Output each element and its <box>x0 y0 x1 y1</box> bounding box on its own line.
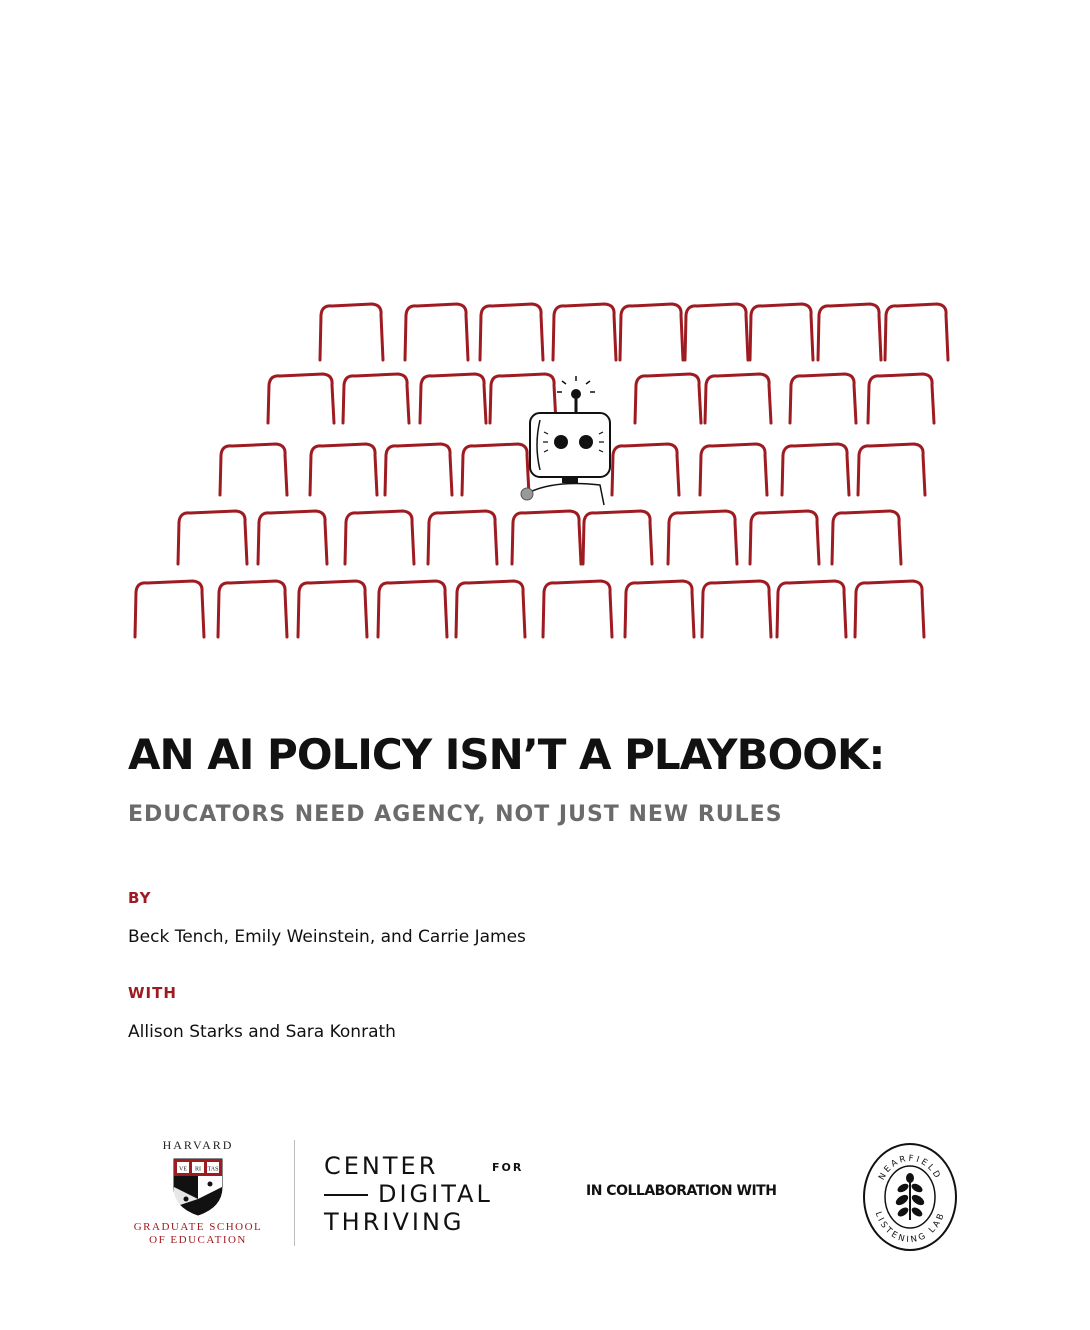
nearfield-top-text: NEARFIELD <box>877 1153 944 1182</box>
chair-18 <box>220 444 287 495</box>
chair-25 <box>858 444 925 495</box>
chair-16 <box>790 374 856 423</box>
shield-book-2: RI <box>195 1166 201 1173</box>
cdt-dash <box>324 1194 368 1196</box>
robot-icon <box>521 376 610 505</box>
contributor-names: Allison Starks and Sara Konrath <box>128 1022 396 1042</box>
shield-book-1: VE <box>179 1166 187 1173</box>
logo-divider <box>294 1140 295 1246</box>
gse-line-1: GRADUATE SCHOOL <box>133 1221 263 1233</box>
chair-31 <box>583 511 652 564</box>
chair-34 <box>832 511 901 564</box>
chair-15 <box>705 374 771 423</box>
chair-30 <box>512 511 581 564</box>
chair-36 <box>218 581 287 637</box>
nearfield-bottom-text: LISTENING LAB <box>872 1210 948 1246</box>
nearfield-listening-lab-logo <box>860 1140 960 1254</box>
chair-20 <box>385 444 452 495</box>
cdt-line-digital: DIGITAL <box>378 1180 493 1208</box>
with-label: WITH <box>128 984 177 1002</box>
harvard-gse-logo <box>128 1138 268 1247</box>
chair-22 <box>612 444 679 495</box>
chair-23 <box>700 444 767 495</box>
cdt-line-thriving: THRIVING <box>324 1208 465 1236</box>
chair-7 <box>750 304 813 360</box>
chair-32 <box>668 511 737 564</box>
chair-3 <box>480 304 543 360</box>
harvard-shield-icon <box>172 1157 224 1217</box>
chair-2 <box>405 304 468 360</box>
chair-8 <box>818 304 881 360</box>
chair-12 <box>420 374 486 423</box>
by-label: BY <box>128 889 152 907</box>
chair-43 <box>777 581 846 637</box>
cdt-line-center: CENTER <box>324 1152 439 1180</box>
gse-line-2: OF EDUCATION <box>149 1234 247 1246</box>
chair-44 <box>855 581 924 637</box>
chair-14 <box>635 374 701 423</box>
chair-27 <box>258 511 327 564</box>
chair-38 <box>378 581 447 637</box>
chair-26 <box>178 511 247 564</box>
chair-37 <box>298 581 367 637</box>
chair-21 <box>462 444 529 495</box>
leaf-icon <box>894 1173 926 1220</box>
center-for-digital-thriving-logo <box>324 1152 544 1236</box>
chair-41 <box>625 581 694 637</box>
chair-1 <box>320 304 383 360</box>
chair-9 <box>885 304 948 360</box>
chair-19 <box>310 444 377 495</box>
shield-book-3: TAS <box>207 1166 219 1173</box>
chair-39 <box>456 581 525 637</box>
chair-35 <box>135 581 204 637</box>
chair-4 <box>553 304 616 360</box>
page-title: AN AI POLICY ISN’T A PLAYBOOK: <box>128 730 885 779</box>
chair-10 <box>268 374 334 423</box>
harvard-wordmark: HARVARD <box>162 1138 234 1152</box>
chair-42 <box>702 581 771 637</box>
chair-6 <box>685 304 748 360</box>
chair-5 <box>620 304 683 360</box>
chair-11 <box>343 374 409 423</box>
collaboration-text: IN COLLABORATION WITH <box>586 1183 777 1199</box>
chair-29 <box>428 511 497 564</box>
chair-17 <box>868 374 934 423</box>
cdt-for: FOR <box>492 1161 524 1174</box>
chair-33 <box>750 511 819 564</box>
author-names: Beck Tench, Emily Weinstein, and Carrie James <box>128 927 526 947</box>
chair-40 <box>543 581 612 637</box>
chair-28 <box>345 511 414 564</box>
page-subtitle: EDUCATORS NEED AGENCY, NOT JUST NEW RULES <box>128 802 783 827</box>
chair-24 <box>782 444 849 495</box>
